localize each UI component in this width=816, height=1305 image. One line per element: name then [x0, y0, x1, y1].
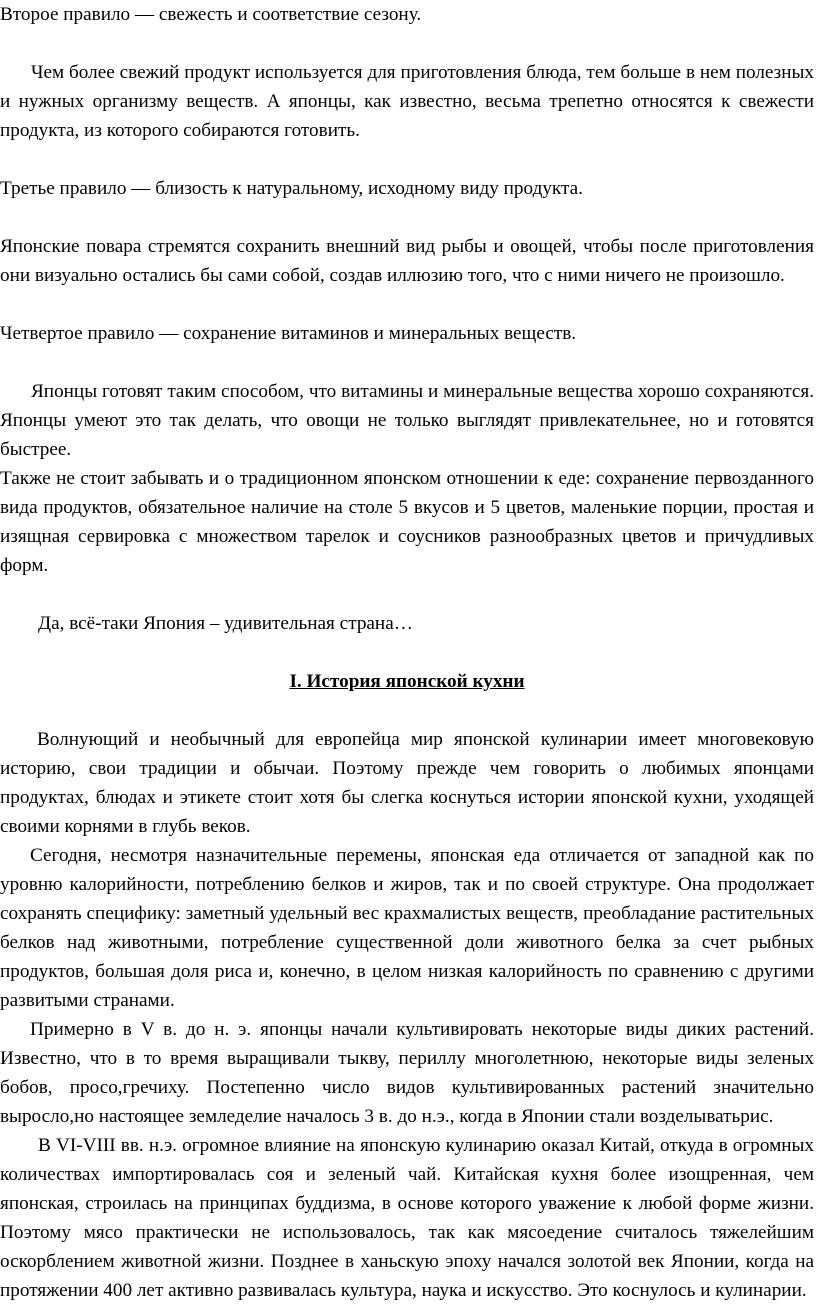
paragraph-traditions: Также не стоит забывать и о традиционном японском отношении к еде: сохранение первозданного вида продуктов, обязательное наличие на столе 5 вкусов и 5 цветов, маленькие порции, простая и изящная сервировка с множеством тарелок и соусников разнообразных цветов и причудливых форм.: [0, 468, 814, 576]
paragraph-natural-look: Японские повара стремятся сохранить внешний вид рыбы и овощей, чтобы после приготовления они визуально остались бы сами собой, создав иллюзию того, что с ними ничего не произошло.: [0, 236, 814, 286]
paragraph-freshness: Чем более свежий продукт используется для приготовления блюда, тем больше в нем полезных и нужных организму веществ. А японцы, как известно, весьма трепетно относятся к свежести продукта, из которого собираются готовить.: [0, 62, 814, 141]
spacer: [0, 580, 814, 609]
paragraph-modern-diet: Сегодня, несмотря назначительные перемены, японская еда отличается от западной как по уровню калорийности, потреблению белков и жиров, так и по своей структуре. Она продолжает сохранять специфику: заметный удельный вес крахмалистых веществ, преобладание растительных белков над животными, потребление существенной доли животного белка за счет рыбных продуктов, большая доля риса и, конечно, в целом низкая калорийность по сравнению с другими развитыми странами.: [0, 845, 814, 1011]
spacer: [0, 290, 814, 319]
spacer: [0, 29, 814, 58]
paragraph-china-influence: В VI-VIII вв. н.э. огромное влияние на японскую кулинарию оказал Китай, откуда в огромных количествах импортировалась соя и зеленый чай. Китайская кухня более изощренная, чем японская, строилась на принципах буддизма, в основе которого уважение к любой форме жизни. Поэтому мясо практически не использовалось, так как мясоедение считалось тяжелейшим оскорблением животной жизни. Позднее в ханьскую эпоху начался золотой век Японии, когда на протяжении 400 лет активно развивалась культура, наука и искусство. Это коснулось и кулинарии.: [0, 1135, 814, 1301]
rule-three-heading: Третье правило — близость к натуральному, исходному виду продукта.: [0, 178, 583, 199]
paragraph-history-intro: Волнующий и необычный для европейца мир японской кулинарии имеет многовековую историю, свои традиции и обычаи. Поэтому прежде чем говорить о любимых японцами продуктах, блюдах и этикете стоит хотя бы слегка коснуться истории японской кухни, уходящей своими корнями в глубь веков.: [0, 729, 814, 837]
spacer: [0, 638, 814, 667]
spacer: [0, 348, 814, 377]
rule-four-heading: Четвертое правило — сохранение витаминов и минеральных веществ.: [0, 323, 577, 344]
spacer: [0, 203, 814, 232]
spacer: [0, 145, 814, 174]
paragraph-vitamins: Японцы готовят таким способом, что витамины и минеральные вещества хорошо сохраняются. Японцы умеют это так делать, что овощи не только выглядят привлекательнее, но и готовятся быстрее.: [0, 381, 814, 460]
paragraph-cultivation: Примерно в V в. до н. э. японцы начали культивировать некоторые виды диких растений. Известно, что в то время выращивали тыкву, периллу многолетнюю, некоторые виды зеленых бобов, просо,гречиху. Постепенно число видов культивированных растений значительно выросло,но настоящее земледелие началось 3 в. до н.э., когда в Японии стали возделыватьрис.: [0, 1019, 814, 1127]
rule-two-heading: Второе правило — свежесть и соответствие сезону.: [0, 4, 422, 25]
spacer: [0, 696, 814, 725]
paragraph-japan-amazing: Да, всё-таки Япония – удивительная страна…: [38, 613, 413, 634]
section-heading-history: I. История японской кухни: [289, 671, 525, 692]
